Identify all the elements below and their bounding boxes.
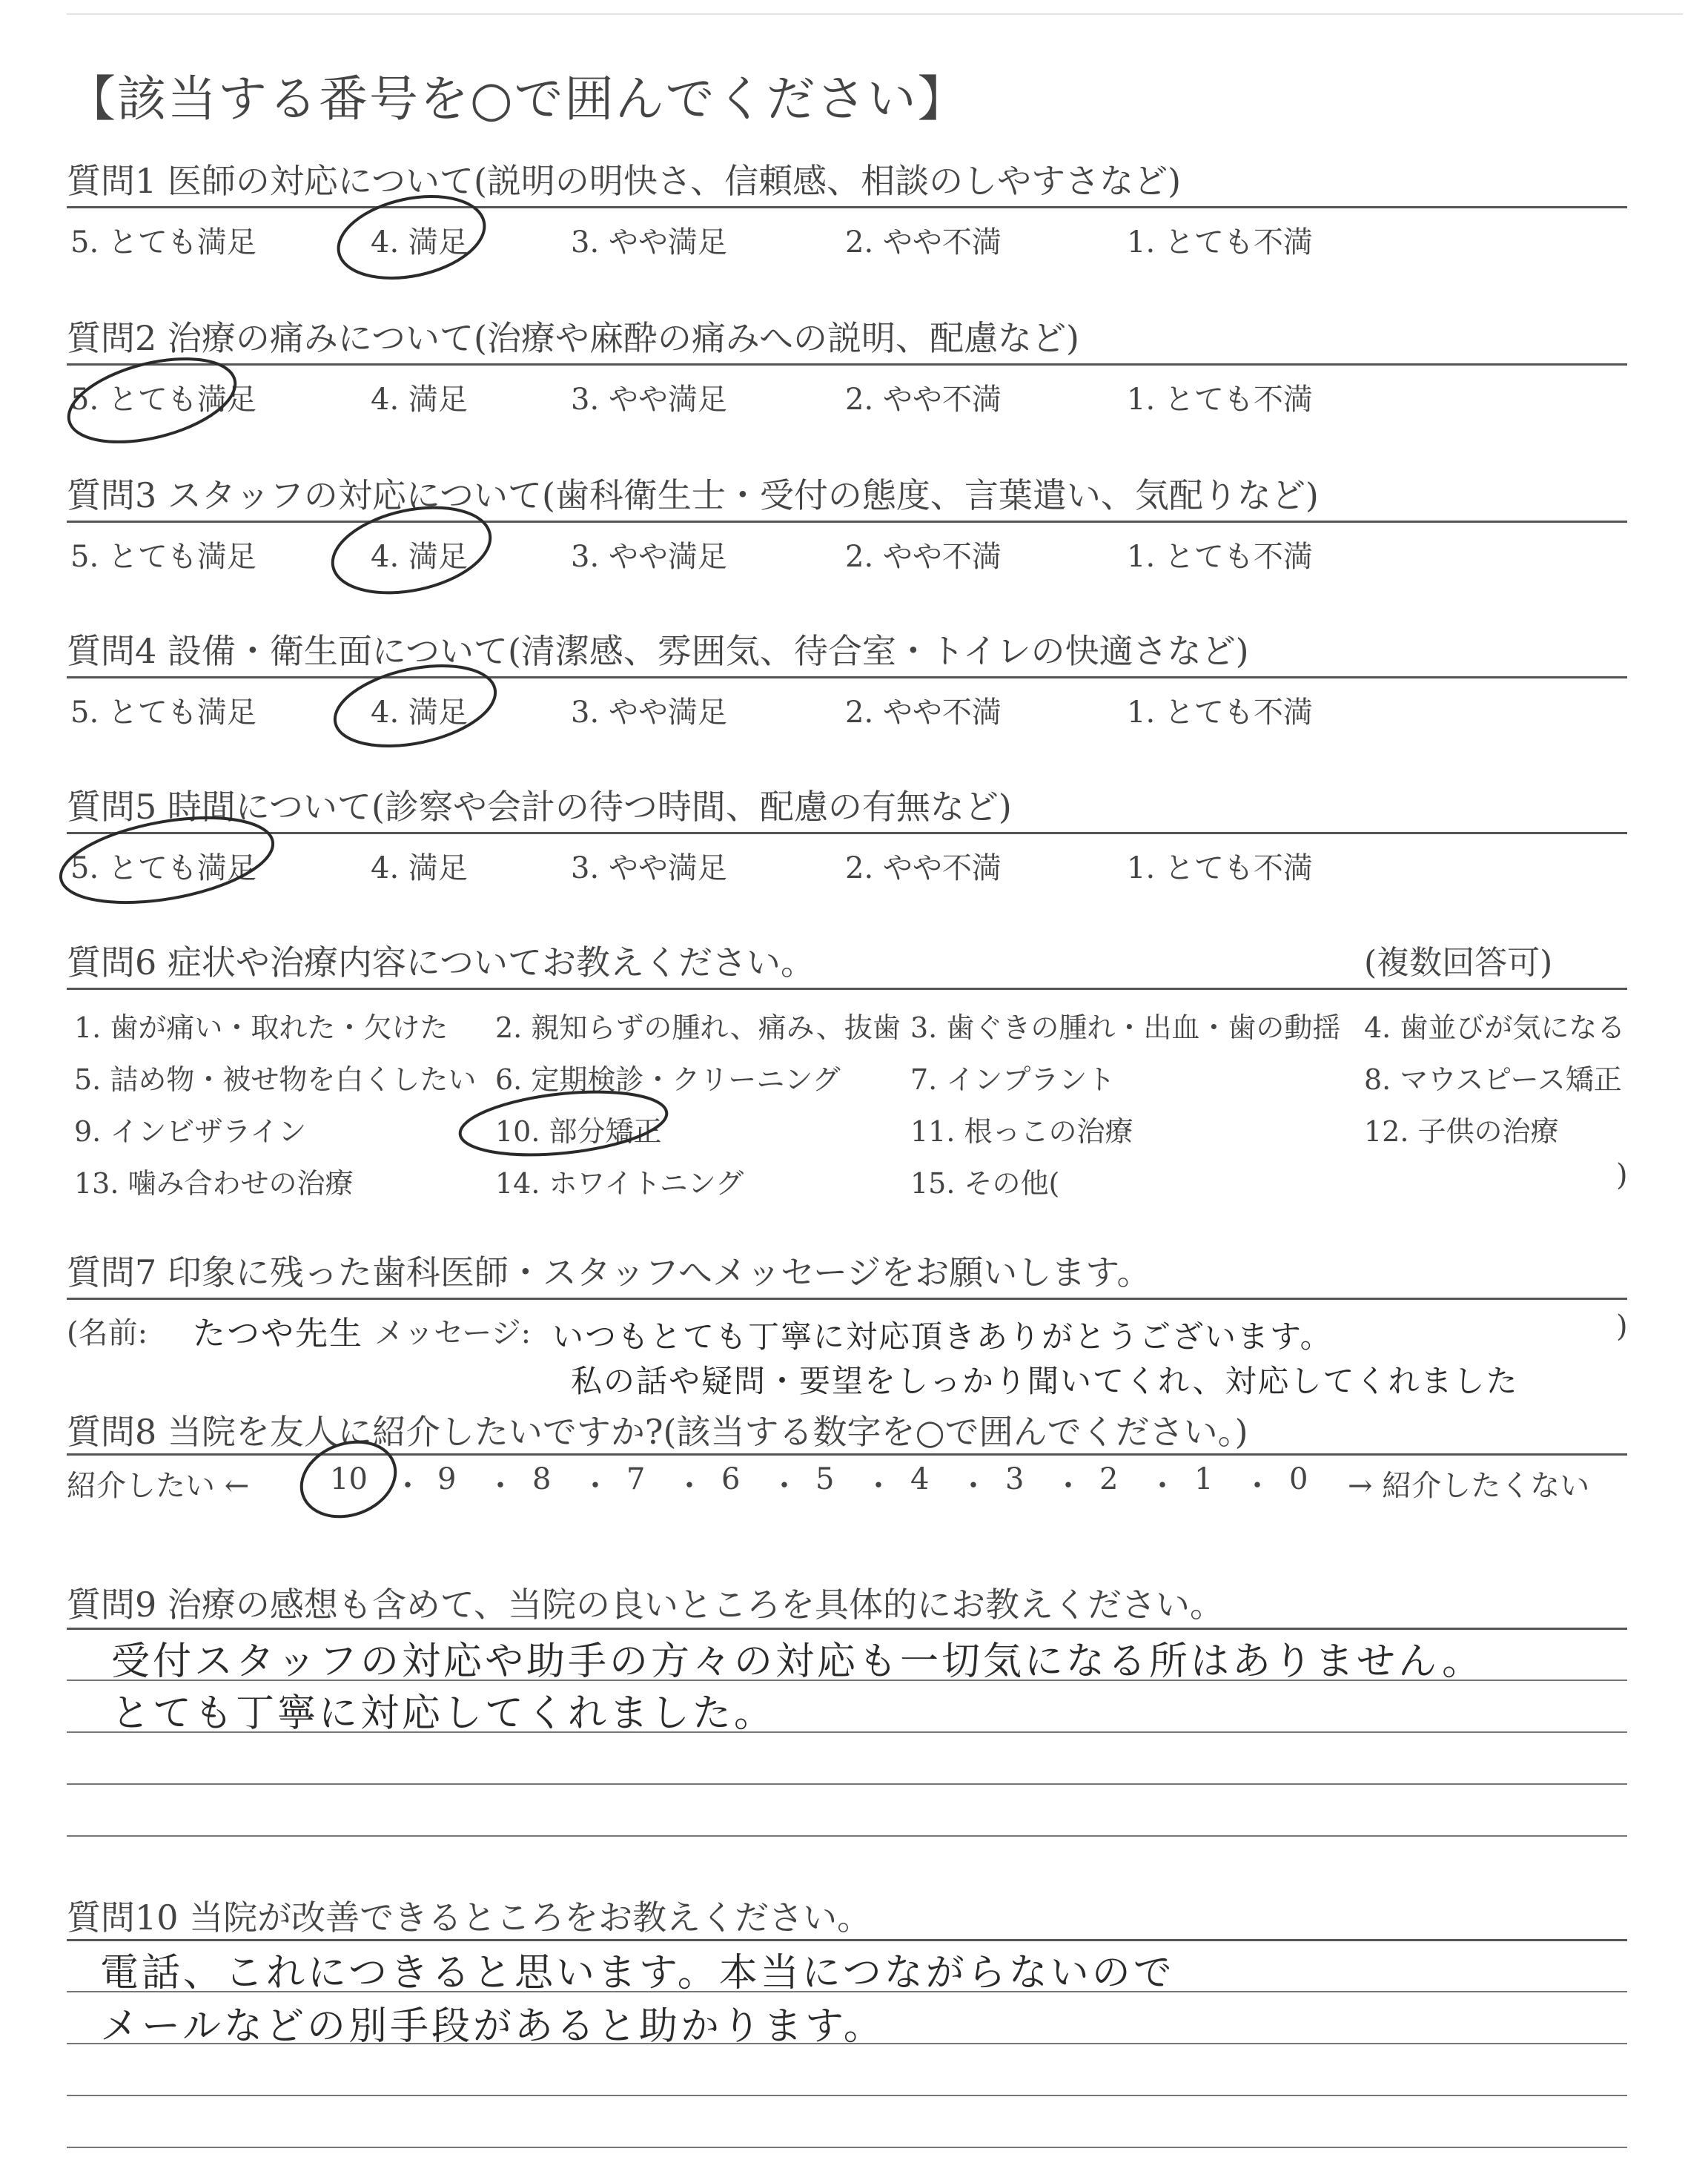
message-line-1[interactable]: いつもとても丁寧に対応頂きありがとうございます。	[552, 1318, 1333, 1355]
q6-item-1[interactable]: 1. 歯が痛い・取れた・欠けた	[74, 1011, 448, 1044]
scale-9[interactable]: 9	[437, 1462, 457, 1496]
q6-item-15[interactable]: 15. その他(	[910, 1167, 1060, 1200]
question-9-label: 質問9 治療の感想も含めて、当院の良いところを具体的にお教えください。	[67, 1585, 1224, 1625]
scale-0[interactable]: 0	[1289, 1462, 1308, 1496]
q6-item-3[interactable]: 3. 歯ぐきの腫れ・出血・歯の動揺	[910, 1011, 1341, 1044]
q6-item-2[interactable]: 2. 親知らずの腫れ、痛み、抜歯	[495, 1011, 901, 1044]
question-2-rule	[67, 363, 1627, 366]
message-label: メッセージ:	[374, 1316, 532, 1350]
q5-option-1[interactable]: 1. とても不満	[1127, 851, 1313, 885]
question-7-rule	[67, 1298, 1627, 1300]
q4-option-1[interactable]: 1. とても不満	[1127, 696, 1313, 730]
question-6-label: 質問6 症状や治療内容についてお教えください。	[67, 942, 815, 982]
scale-dot-2: ・	[486, 1469, 515, 1503]
q10-line-4	[67, 2095, 1627, 2096]
question-1-label: 質問1 医師の対応について(説明の明快さ、信頼感、相談のしやすさなど)	[67, 161, 1182, 201]
q6-other-close-paren: )	[1616, 1158, 1628, 1192]
q5-option-2[interactable]: 2. やや不満	[845, 851, 1002, 885]
q10-answer-line-1[interactable]: 電話、これにつきると思います。本当につながらないので	[100, 1951, 1175, 1995]
q1-option-3[interactable]: 3. やや満足	[571, 225, 727, 260]
question-8-label: 質問8 当院を友人に紹介したいですか?(該当する数字を○で囲んでください。)	[67, 1412, 1248, 1452]
scale-dot-9: ・	[1148, 1469, 1177, 1503]
q1-option-4[interactable]: 4. 満足	[371, 225, 468, 260]
q9-answer-line-1[interactable]: 受付スタッフの対応や助手の方々の対応も一切気になる所はありません。	[111, 1639, 1484, 1684]
question-3-rule	[67, 521, 1627, 523]
page-title: 【該当する番号を○で囲んでください】	[67, 70, 968, 128]
q9-line-4	[67, 1783, 1627, 1785]
q2-option-4[interactable]: 4. 満足	[371, 383, 468, 417]
q3-option-5[interactable]: 5. とても満足	[70, 540, 256, 574]
q2-option-5[interactable]: 5. とても満足	[70, 383, 256, 417]
recommend-right-label: → 紹介したくない	[1348, 1469, 1590, 1503]
question-5-rule	[67, 832, 1627, 834]
q2-option-2[interactable]: 2. やや不満	[845, 383, 1002, 417]
q6-item-9[interactable]: 9. インビザライン	[74, 1115, 307, 1148]
q4-option-4[interactable]: 4. 満足	[371, 696, 468, 730]
scale-1[interactable]: 1	[1194, 1462, 1214, 1496]
top-border	[67, 13, 1683, 15]
scale-8[interactable]: 8	[532, 1462, 552, 1496]
q6-item-10[interactable]: 10. 部分矯正	[495, 1115, 662, 1148]
question-4-rule	[67, 676, 1627, 678]
question-4-label: 質問4 設備・衛生面について(清潔感、雰囲気、待合室・トイレの快適さなど)	[67, 631, 1249, 671]
q6-item-7[interactable]: 7. インプラント	[910, 1063, 1116, 1096]
scale-dot-4: ・	[675, 1469, 704, 1503]
q9-line-5	[67, 1835, 1627, 1837]
staff-name-handwritten[interactable]: たつや先生	[193, 1315, 363, 1353]
question-6-rule	[67, 988, 1627, 990]
q6-item-13[interactable]: 13. 噛み合わせの治療	[74, 1167, 354, 1200]
q5-option-3[interactable]: 3. やや満足	[571, 851, 727, 885]
q6-item-5[interactable]: 5. 詰め物・被せ物を白くしたい	[74, 1063, 477, 1096]
q4-option-3[interactable]: 3. やや満足	[571, 696, 727, 730]
question-8-rule	[67, 1453, 1627, 1456]
q3-option-2[interactable]: 2. やや不満	[845, 540, 1002, 574]
q5-option-5[interactable]: 5. とても満足	[70, 851, 256, 885]
scale-dot-7: ・	[959, 1469, 988, 1503]
scale-dot-5: ・	[769, 1469, 799, 1503]
q4-option-2[interactable]: 2. やや不満	[845, 696, 1002, 730]
q6-item-6[interactable]: 6. 定期検診・クリーニング	[495, 1063, 841, 1096]
name-label: (名前:	[67, 1316, 148, 1350]
scale-dot-1: ・	[393, 1469, 423, 1503]
q9-answer-line-2[interactable]: とても丁寧に対応してくれました。	[111, 1691, 776, 1736]
question-10-label: 質問10 当院が改善できるところをお教えください。	[67, 1898, 872, 1938]
message-line-2[interactable]: 私の話や疑問・要望をしっかり聞いてくれ、対応してくれました	[571, 1363, 1519, 1399]
q2-option-3[interactable]: 3. やや満足	[571, 383, 727, 417]
q10-line-5	[67, 2147, 1627, 2148]
scale-dot-10: ・	[1242, 1469, 1272, 1503]
q1-option-5[interactable]: 5. とても満足	[70, 225, 256, 260]
question-1-rule	[67, 206, 1627, 208]
scale-4[interactable]: 4	[910, 1462, 930, 1496]
q6-item-11[interactable]: 11. 根っこの治療	[910, 1115, 1133, 1148]
q1-option-1[interactable]: 1. とても不満	[1127, 225, 1313, 260]
q3-option-4[interactable]: 4. 満足	[371, 540, 468, 574]
q1-option-2[interactable]: 2. やや不満	[845, 225, 1002, 260]
q6-item-12[interactable]: 12. 子供の治療	[1364, 1115, 1559, 1148]
question-3-label: 質問3 スタッフの対応について(歯科衛生士・受付の態度、言葉遣い、気配りなど)	[67, 475, 1319, 515]
q10-answer-line-2[interactable]: メールなどの別手段があると助かります。	[100, 2004, 885, 2049]
q6-item-8[interactable]: 8. マウスピース矯正	[1364, 1063, 1622, 1096]
scale-dot-3: ・	[580, 1469, 610, 1503]
q2-option-1[interactable]: 1. とても不満	[1127, 383, 1313, 417]
question-5-label: 質問5 時間について(診察や会計の待つ時間、配慮の有無など)	[67, 787, 1012, 827]
scale-2[interactable]: 2	[1099, 1462, 1119, 1496]
scale-10[interactable]: 10	[330, 1462, 368, 1496]
scale-7[interactable]: 7	[626, 1462, 646, 1496]
scale-6[interactable]: 6	[721, 1462, 741, 1496]
multiple-answer-note: (複数回答可)	[1364, 944, 1553, 982]
scale-5[interactable]: 5	[815, 1462, 835, 1496]
scale-3[interactable]: 3	[1005, 1462, 1025, 1496]
scale-dot-8: ・	[1053, 1469, 1083, 1503]
q6-item-4[interactable]: 4. 歯並びが気になる	[1364, 1011, 1626, 1044]
recommend-left-label: 紹介したい ←	[67, 1469, 250, 1503]
question-7-label: 質問7 印象に残った歯科医師・スタッフへメッセージをお願いします。	[67, 1252, 1151, 1292]
q3-option-3[interactable]: 3. やや満足	[571, 540, 727, 574]
q3-option-1[interactable]: 1. とても不満	[1127, 540, 1313, 574]
q6-item-14[interactable]: 14. ホワイトニング	[495, 1167, 744, 1200]
question-2-label: 質問2 治療の痛みについて(治療や麻酔の痛みへの説明、配慮など)	[67, 318, 1079, 358]
message-close-paren: )	[1616, 1309, 1628, 1344]
q5-option-4[interactable]: 4. 満足	[371, 851, 468, 885]
scale-dot-6: ・	[864, 1469, 893, 1503]
q4-option-5[interactable]: 5. とても満足	[70, 696, 256, 730]
